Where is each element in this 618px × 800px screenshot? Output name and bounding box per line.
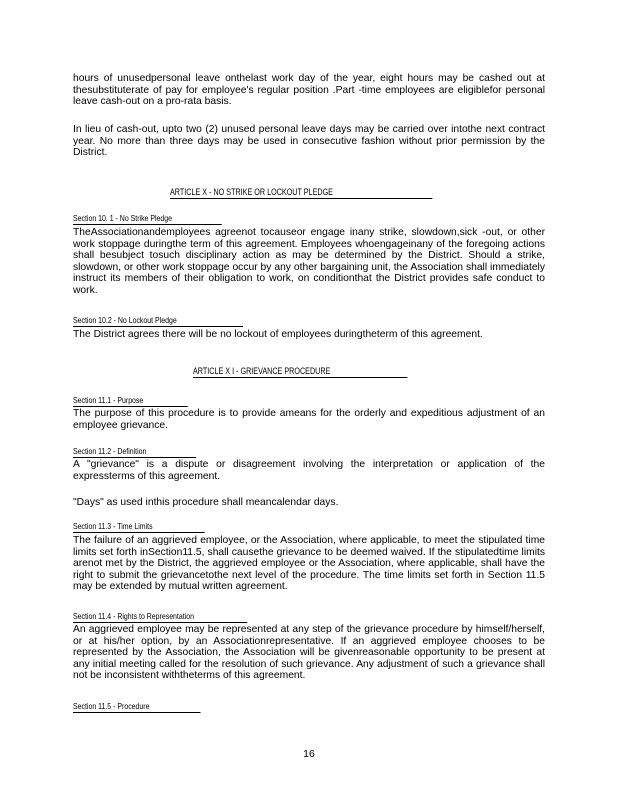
paragraph-purpose: The purpose of this procedure is to provide ameans for the orderly and expeditious adjustment of an employee grievance. (73, 408, 545, 431)
paragraph-days: "Days" as used inthis procedure shall meancalendar days. (73, 497, 339, 508)
section-heading-10-2: Section 10.2 - No Lockout Pledge (73, 316, 243, 327)
paragraph-no-lockout: The District agrees there will be no lockout of employees duringtheterm of this agreement. (73, 329, 483, 340)
article-heading-no-strike: ARTICLE X - NO STRIKE OR LOCKOUT PLEDGE (170, 187, 432, 199)
paragraph-leave-carryover: In lieu of cash-out, upto two (2) unused personal leave days may be carried over intothe next contract year. No more than three days may be used in consecutive fashion without prior permission by the District. (73, 124, 545, 159)
paragraph-time-limits: The failure of an aggrieved employee, or the Association, where applicable, to meet the stipulated time limits set forth inSection11.5, shall causethe grievance to be deemed waived. If the stipulatedtime limits arenot met by the District, the aggrieved employee or the Association, where applicable, shall have the right to submit the grievancetothe next level of the procedure. The time limits set forth in Section 11.5 may be extended by mutual written agreement. (73, 535, 545, 593)
paragraph-no-strike: TheAssociationandemployees agreenot tocauseor engage inany strike, slowdown,sick -out, or other work stoppage duringthe term of this agreement. Employees whoengageinany of the foregoing actions shall besubject tosuch disciplinary action as may be determined by the District. Should a strike, slowdown, or other work stoppage occur by any other bargaining unit, the Association shall immediately instruct its members of their obligation to work, on conditionthat the District provides safe conduct to work. (73, 227, 545, 296)
section-heading-11-5: Section 11.5 - Procedure (73, 702, 201, 713)
paragraph-definition: A "grievance" is a dispute or disagreement involving the interpretation or application of the expressterms of this agreement. (73, 459, 545, 482)
section-heading-11-4: Section 11.4 - Rights to Representation (73, 612, 247, 623)
section-heading-11-2: Section 11.2 - Definition (73, 447, 196, 458)
section-heading-11-3: Section 11.3 - Time Limits (73, 522, 205, 533)
section-heading-10-1: Section 10. 1 - No Strike Pledge (73, 214, 222, 225)
paragraph-representation: An aggrieved employee may be represented at any step of the grievance procedure by himself/herself, or at his/her option, by an Associationrepresentative. If an aggrieved employee chooses to be represented by the Association, the Association will be givenreasonable opportunity to be present at any initial meeting called for the resolution of such grievance. Any adjustment of such a grievance shall not be inconsistent withtheterms of this agreement. (73, 624, 545, 682)
article-heading-grievance: ARTICLE X I - GRIEVANCE PROCEDURE (193, 366, 407, 378)
section-heading-11-1: Section 11.1 - Purpose (73, 396, 188, 407)
paragraph-personal-leave-cashout: hours of unusedpersonal leave onthelast work day of the year, eight hours may be cashed out at thesubstituterate of pay for employee's regular position .Part -time employees are eligiblefor personal leave cash-out on a pro-rata basis. (73, 73, 545, 108)
page-number: 16 (303, 748, 315, 760)
